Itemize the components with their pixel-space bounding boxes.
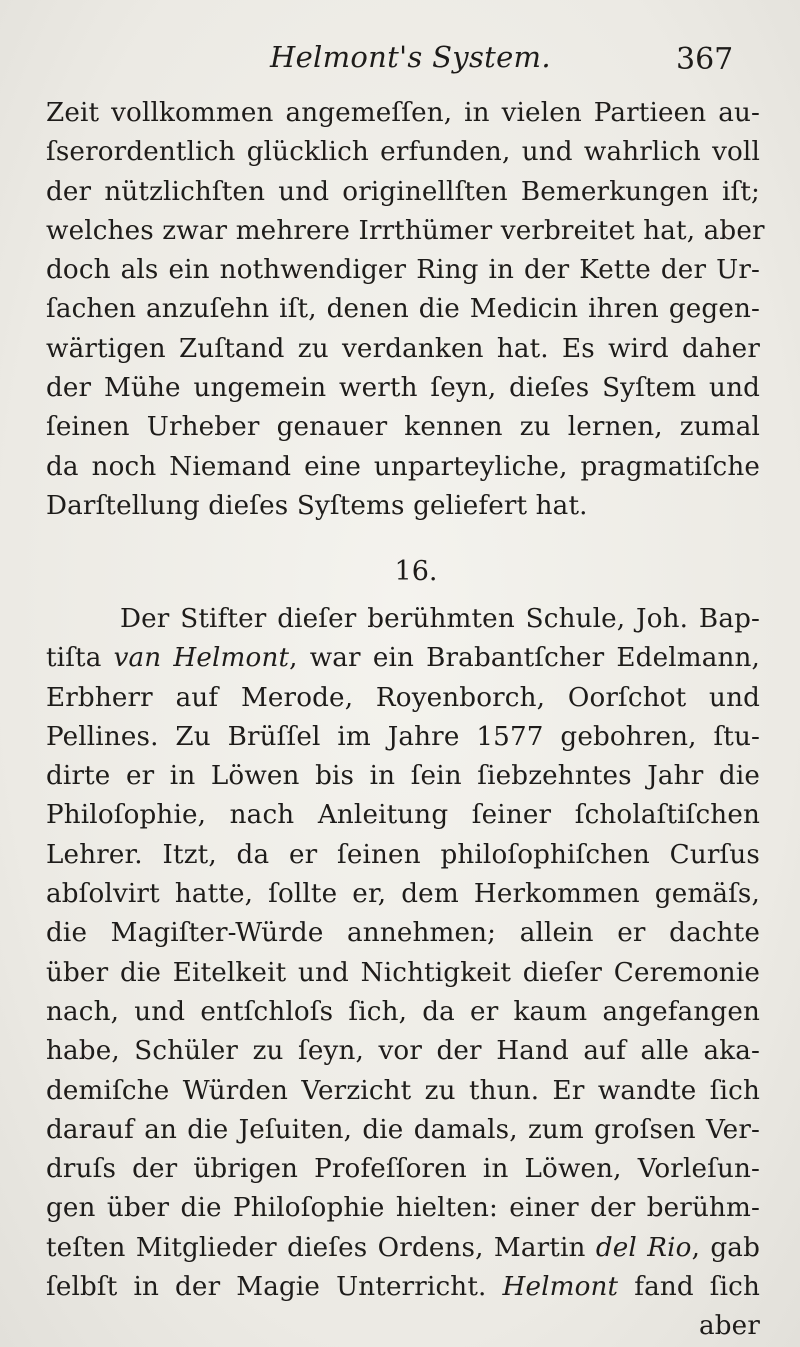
text-segment: habe, Schüler zu ſeyn, vor der Hand auf alle aka-: [46, 1036, 760, 1067]
text-line: [46, 954, 760, 993]
text-line: welches zwar mehrere Irrthümer verbreitet hat, aber: [46, 215, 765, 246]
paragraph-1: [46, 94, 765, 526]
text-line: [46, 679, 760, 718]
text-segment: Pellines. Zu Brüſſel im Jahre 1577 gebohren, ſtu-: [46, 721, 760, 752]
text-line: [46, 1189, 760, 1228]
text-line: wärtigen Zuſtand zu verdanken hat. Es wird daher: [46, 333, 760, 364]
section-number: 16.: [394, 556, 438, 587]
text-line: [46, 1072, 760, 1111]
text-line: der nützlichſten und originellſten Bemerkungen iſt;: [46, 176, 760, 207]
text-line: [46, 600, 760, 639]
text-segment: druſs der übrigen Profeſſoren in Löwen, Vorleſun-: [46, 1154, 760, 1185]
text-line: ſserordentlich glücklich erfunden, und wahrlich voll: [46, 137, 760, 168]
text-line: ſachen anzuſehn iſt, denen die Medicin ihren gegen-: [46, 294, 760, 325]
text-segment: nach, und entſchloſs ſich, da er kaum angefangen: [46, 996, 760, 1027]
text-line: [46, 1229, 760, 1268]
text-line: Zeit vollkommen angemeſſen, in vielen Partieen au-: [46, 98, 760, 128]
text-segment: Erbherr auf Merode, Royenborch, Oorſchot und: [46, 682, 760, 713]
text-segment: dirte er in Löwen bis in ſein ſiebzehntes Jahr die: [46, 761, 760, 792]
text-segment: Der Stifter dieſer berühmten Schule, Joh. Bap-: [120, 604, 760, 634]
text-line: [46, 1150, 760, 1189]
paragraph-2: [46, 600, 760, 1347]
text-line: [46, 1032, 760, 1071]
running-title: Helmont's System.: [270, 40, 551, 74]
italic-name: del Rio: [595, 1232, 692, 1263]
text-segment: , war ein Brabantſcher Edelmann,: [289, 643, 760, 674]
text-segment: Philoſophie, nach Anleitung ſeiner ſcholaſtiſchen: [46, 800, 760, 831]
text-line: [46, 1111, 760, 1150]
text-line: [46, 796, 760, 835]
text-segment: , gab: [691, 1232, 760, 1263]
text-line: doch als ein nothwendiger Ring in der Kette der Ur-: [46, 255, 760, 286]
text-line: [46, 639, 760, 678]
italic-name: van Helmont: [113, 643, 290, 674]
text-segment: die Magiſter-Würde annehmen; allein er dachte: [46, 918, 760, 949]
text-line: ſeinen Urheber genauer kennen zu lernen, zumal: [46, 412, 760, 443]
text-segment: über die Eitelkeit und Nichtigkeit dieſer Ceremonie: [46, 957, 760, 988]
text-line: [46, 875, 760, 914]
text-segment: teſten Mitglieder dieſes Ordens, Martin: [46, 1232, 596, 1263]
italic-name: Helmont: [502, 1272, 619, 1303]
text-line: [46, 993, 760, 1032]
page-number: 367: [676, 42, 734, 77]
text-segment: demiſche Würden Verzicht zu thun. Er wandte ſich: [46, 1075, 760, 1106]
text-segment: darauf an die Jeſuiten, die damals, zum groſsen Ver-: [46, 1114, 760, 1145]
text-segment: ſelbſt in der Magie Unterricht.: [46, 1272, 503, 1303]
text-line: [46, 836, 760, 875]
text-line: Darſtellung dieſes Syſtems geliefert hat.: [46, 490, 588, 521]
text-line: [46, 914, 760, 953]
text-line: [46, 1268, 760, 1307]
text-segment: fand ſich: [618, 1272, 760, 1303]
page-header: [0, 40, 800, 90]
text-segment: Lehrer. Itzt, da er ſeinen philoſophiſchen Curſus: [46, 839, 760, 870]
text-line: [46, 718, 760, 757]
text-segment: tiſta: [46, 643, 114, 674]
text-line: da noch Niemand eine unparteyliche, pragmatiſche: [46, 451, 760, 482]
text-segment: gen über die Philoſophie hielten: einer der berühm-: [46, 1193, 760, 1224]
text-segment: abſolvirt hatte, ſollte er, dem Herkommen gemäſs,: [46, 879, 760, 910]
text-line: [46, 757, 760, 796]
catchword: aber: [699, 1311, 760, 1342]
text-line: der Mühe ungemein werth ſeyn, dieſes Syſtem und: [46, 373, 760, 404]
